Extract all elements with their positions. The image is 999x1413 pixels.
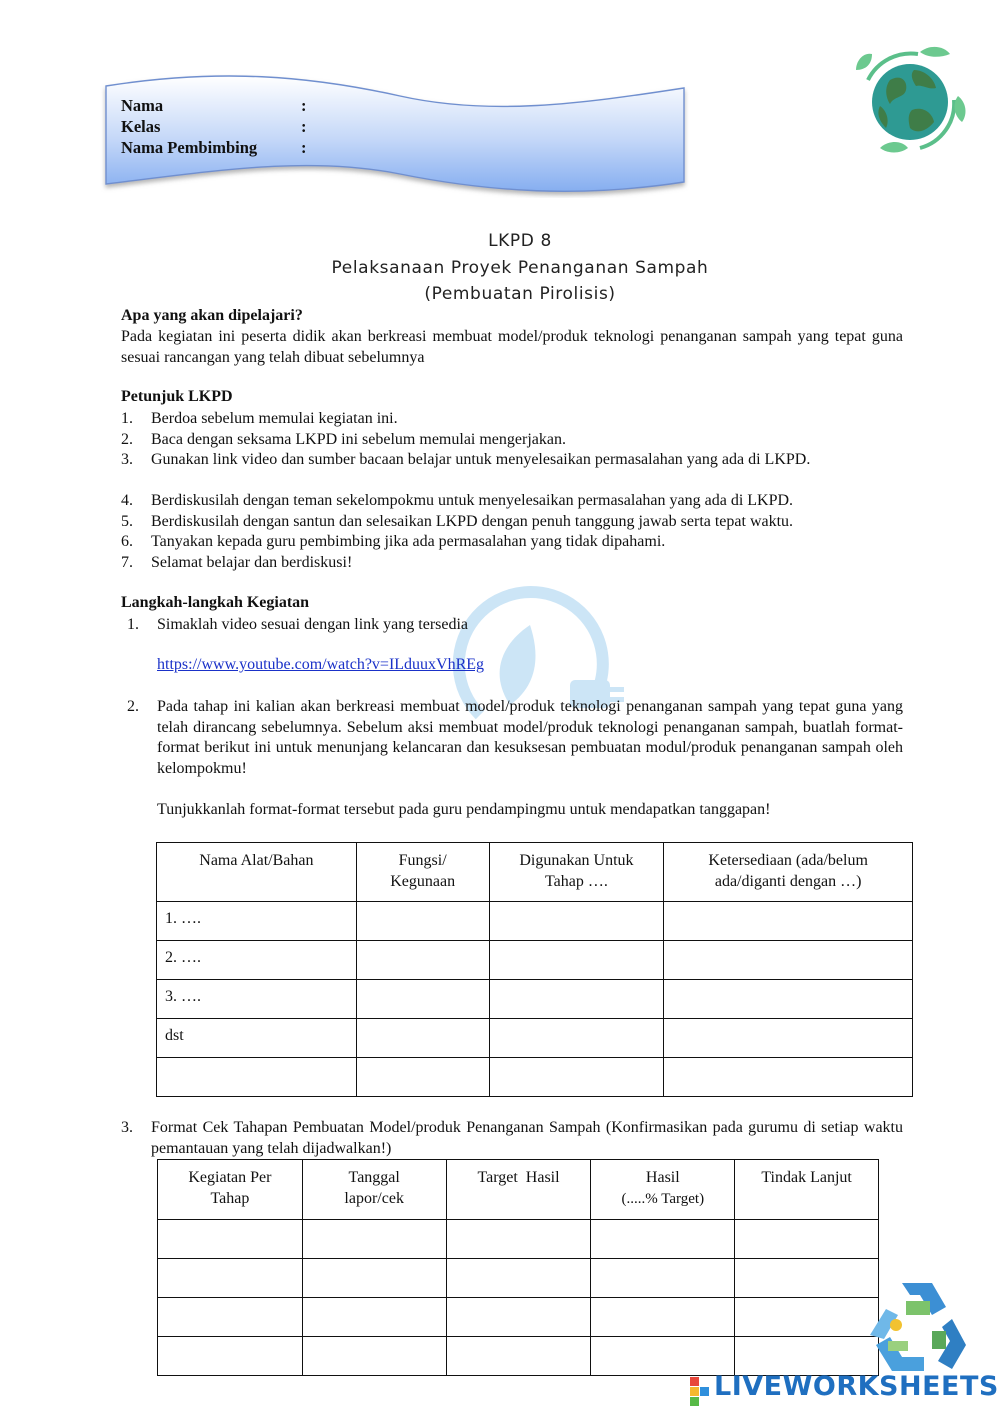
instruction-text: Berdiskusilah dengan teman sekelompokmu untuk menyelesaikan permasalahan yang ada di LKPD. [151,492,794,509]
instruction-item [121,430,901,451]
table-header-cell [664,843,913,902]
step-text: Simaklah video sesuai dengan link yang tersedia [157,616,469,633]
instruction-number: 4. [121,492,133,509]
table-header-cell [591,1160,735,1220]
instruction-text: Selamat belajar dan berdiskusi! [151,554,353,571]
step-number: 2. [127,698,139,715]
table-cell[interactable] [446,1220,591,1259]
table-cell[interactable] [735,1259,879,1298]
table-cell[interactable] [664,980,913,1019]
step-item [127,697,903,781]
instruction-item [121,512,901,533]
table-cell[interactable]: 3. …. [157,980,357,1019]
instruction-text: Berdiskusilah dengan santun dan selesaikan LKPD dengan penuh tanggung jawab serta tepat waktu. [151,513,794,530]
name-label: Nama [121,96,164,115]
instruction-number: 2. [121,431,133,448]
table-cell[interactable] [356,941,489,980]
table-cell[interactable] [446,1298,591,1337]
table-cell[interactable] [489,941,664,980]
worksheet-title: Pelaksanaan Proyek Penanganan Sampah [331,258,709,278]
table-cell[interactable] [356,1058,489,1097]
table-cell[interactable] [591,1259,735,1298]
table-cell[interactable] [158,1337,303,1376]
step-text: Pada tahap ini kalian akan berkreasi membuat model/produk teknologi penanganan sampah yang tepat guna yang telah dirancang sebelumnya. Sebelum aksi membuat model/produk teknologi penanganan sampah, buatlah format-format berikut ini untuk menunjang kelancaran dan kesuksesan pembuatan modul/produk penanganan sampah oleh kelompokmu! [157,698,903,777]
table-cell[interactable] [158,1298,303,1337]
table-cell[interactable]: 1. …. [157,902,357,941]
liveworksheets-text: LIVEWORKSHEETS [714,1371,999,1402]
header-banner [100,74,690,198]
table-header-cell [735,1160,879,1220]
name-colon: : [301,96,307,115]
table-cell[interactable] [446,1337,591,1376]
header-text: Tanggal [348,1169,400,1186]
header-text: Digunakan Untuk [519,852,634,869]
instructions-heading: Petunjuk LKPD [121,388,233,405]
instruction-number: 5. [121,513,133,530]
header-text: ada/diganti dengan …) [714,873,862,890]
logo-square-icon [700,1387,709,1396]
instruction-number: 3. [121,451,133,468]
worksheet-subtitle: (Pembuatan Pirolisis) [424,284,616,304]
header-text: Fungsi/ [398,852,447,869]
instruction-item [121,450,901,492]
table-cell[interactable] [489,1019,664,1058]
step-item [121,1118,903,1160]
table-cell[interactable] [158,1259,303,1298]
table-cell[interactable] [302,1259,446,1298]
table-header-cell [356,843,489,902]
table-header-row [157,843,913,902]
header-text: Kegunaan [390,873,456,890]
intro-heading: Apa yang akan dipelajari? [121,307,303,324]
table-row [157,980,913,1019]
class-label: Kelas [121,117,161,136]
table-cell[interactable] [664,1058,913,1097]
table-cell[interactable] [664,941,913,980]
table-cell[interactable] [158,1220,303,1259]
table-row [157,902,913,941]
header-text: Kegiatan Per [188,1169,272,1186]
table-header-cell [157,843,357,902]
table-cell[interactable]: 2. …. [157,941,357,980]
instruction-text: Berdoa sebelum memulai kegiatan ini. [151,410,398,427]
table-row [158,1337,879,1376]
step-note: Tunjukkanlah format-format tersebut pada guru pendampingmu untuk mendapatkan tanggapan! [157,801,771,818]
table-row [157,941,913,980]
logo-square-icon [690,1397,699,1406]
header-text: (.....% Target) [621,1191,705,1207]
header-text: Ketersediaan (ada/belum [708,852,868,869]
instruction-item [121,532,901,553]
step-number: 3. [121,1119,133,1136]
table-cell[interactable] [356,980,489,1019]
table-cell[interactable] [446,1259,591,1298]
liveworksheets-logo [690,1371,999,1407]
instruction-text: Tanyakan kepada guru pembimbing jika ada permasalahan yang tidak dipahami. [151,533,666,550]
instruction-text: Baca dengan seksama LKPD ini sebelum memulai mengerjakan. [151,431,566,448]
supervisor-colon: : [301,138,307,157]
table-cell[interactable] [157,1058,357,1097]
globe-recycle-icon [850,40,970,160]
instruction-item [121,409,901,430]
table-header-cell [489,843,664,902]
table-row [157,1019,913,1058]
step-number: 1. [127,616,139,633]
header-text: Target Hasil [477,1169,560,1186]
intro-text: Pada kegiatan ini peserta didik akan berkreasi membuat model/produk teknologi penanganan sampah yang tepat guna sesuai rancangan yang telah dibuat sebelumnya [121,328,903,366]
logo-square-icon [690,1377,699,1386]
header-text: Tindak Lanjut [761,1169,852,1186]
table-row [157,1058,913,1097]
table-cell[interactable] [591,1337,735,1376]
table-cell[interactable] [664,902,913,941]
instruction-item [121,553,901,574]
video-link[interactable]: https://www.youtube.com/watch?v=ILduuxVhREg [157,656,485,673]
table-cell[interactable] [735,1220,879,1259]
table-header-cell [446,1160,591,1220]
table-header-row [158,1160,879,1220]
table-cell[interactable] [591,1298,735,1337]
table-cell[interactable] [489,902,664,941]
table-row [158,1220,879,1259]
instruction-number: 1. [121,410,133,427]
table-header-cell [158,1160,303,1220]
instruction-text: Gunakan link video dan sumber bacaan belajar untuk menyelesaikan permasalahan yang ada di LKPD. [151,451,811,468]
table-row [158,1298,879,1337]
step-text: Format Cek Tahapan Pembuatan Model/produk Penanganan Sampah (Konfirmasikan pada gurumu di setiap waktu pemantauan yang telah dijadwalkan!) [151,1119,903,1157]
materials-table [156,842,913,1097]
progress-check-table [157,1159,879,1376]
table-cell[interactable] [489,1058,664,1097]
table-cell[interactable] [735,1298,879,1337]
table-cell[interactable] [664,1019,913,1058]
table-cell[interactable] [356,1019,489,1058]
step-item [127,615,903,636]
instruction-number: 6. [121,533,133,550]
header-text: lapor/cek [344,1190,404,1207]
table-cell[interactable] [489,980,664,1019]
logo-square-icon [690,1387,699,1396]
table-header-cell [302,1160,446,1220]
header-text: Nama Alat/Bahan [199,852,314,869]
header-text: Tahap [210,1190,250,1207]
table-cell[interactable]: dst [157,1019,357,1058]
table-row [158,1259,879,1298]
header-text: Hasil [645,1169,680,1186]
header-text: Tahap …. [545,873,608,890]
table-cell[interactable] [302,1220,446,1259]
class-colon: : [301,117,307,136]
table-cell[interactable] [591,1220,735,1259]
instruction-number: 7. [121,554,133,571]
worksheet-number: LKPD 8 [488,231,552,251]
table-cell[interactable] [302,1337,446,1376]
steps-heading: Langkah-langkah Kegiatan [121,594,310,611]
table-cell[interactable] [302,1298,446,1337]
supervisor-label: Nama Pembimbing [121,138,258,157]
table-cell[interactable] [356,902,489,941]
recycle-icon [862,1275,972,1375]
table-cell[interactable] [735,1337,879,1376]
instruction-item [121,491,901,512]
